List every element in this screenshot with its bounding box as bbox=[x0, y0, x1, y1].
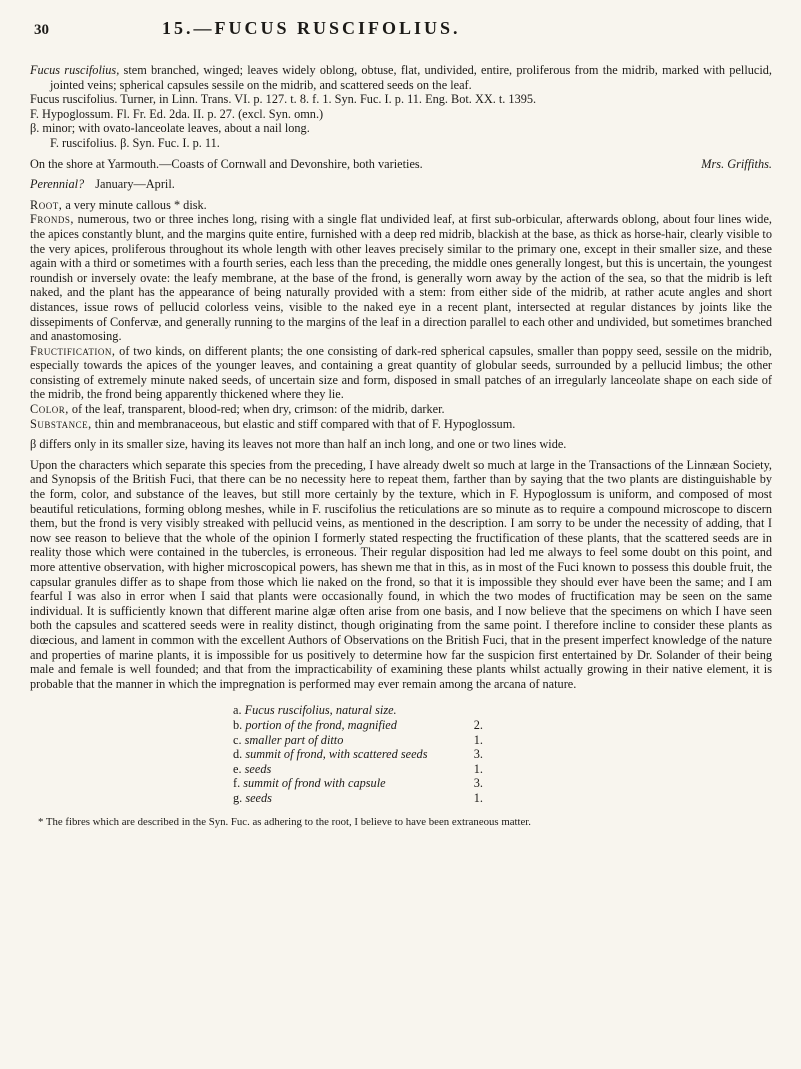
figure-item bbox=[233, 718, 483, 733]
figure-num: 2. bbox=[473, 717, 483, 732]
synonym-2: F. Hypoglossum. Fl. Fr. Ed. 2da. II. p. 27. (excl. Syn. omn.) bbox=[30, 106, 324, 121]
description-text: stem branched, winged; leaves widely oblong, obtuse, flat, undivided, entire, proliferous from the midrib, marked with pellucid, jointed veins; spherical capsules sessile on the midrib, and scattered seeds on the leaf. bbox=[50, 63, 772, 92]
habitat-author: Mrs. Griffiths. bbox=[701, 156, 772, 171]
figure-num: 3. bbox=[473, 776, 483, 791]
beta-note: β differs only in its smaller size, having its leaves not more than half an inch long, and one or two lines wide. bbox=[30, 437, 567, 452]
running-title: 15.—FUCUS RUSCIFOLIUS. bbox=[162, 18, 461, 38]
synonym-4: F. ruscifolius. β. Syn. Fuc. I. p. 11. bbox=[50, 135, 220, 150]
part-fructification bbox=[30, 344, 772, 402]
page-number: 30 bbox=[34, 22, 49, 38]
figure-num: 1. bbox=[473, 761, 483, 776]
synonym-3: β. minor; with ovato-lanceolate leaves, about a nail long. bbox=[30, 121, 310, 136]
synonym-1: Fucus ruscifolius. Turner, in Linn. Trans. VI. p. 127. t. 8. f. 1. Syn. Fuc. I. p. 11. Eng. Bot. XX. t. 1395. bbox=[30, 92, 537, 107]
species-description bbox=[30, 63, 772, 92]
figure-desc: summit of frond with capsule bbox=[243, 776, 386, 791]
figure-desc: seeds bbox=[244, 761, 272, 776]
figure-desc: summit of frond, with scattered seeds bbox=[245, 747, 428, 762]
part-term: Root, bbox=[30, 197, 63, 212]
part-term: Fronds, bbox=[30, 212, 74, 227]
figure-num: 3. bbox=[473, 747, 483, 762]
part-term: Fructification, bbox=[30, 343, 116, 358]
figure-label: e. bbox=[233, 761, 242, 776]
part-text: a very minute callous * disk. bbox=[62, 197, 207, 212]
figure-desc: portion of the frond, magnified bbox=[245, 717, 397, 732]
part-term: Substance, bbox=[30, 416, 92, 431]
figure-label: b. bbox=[233, 717, 243, 732]
part-term: Color, bbox=[30, 402, 69, 417]
figure-label: d. bbox=[233, 747, 243, 762]
part-text: thin and membranaceous, but elastic and stiff compared with that of F. Hypoglossum. bbox=[91, 416, 516, 431]
duration-period: January—April. bbox=[95, 177, 175, 192]
footnote: * The fibres which are described in the Syn. Fuc. as adhering to the root, I believe to have been extraneous matter. bbox=[38, 815, 531, 828]
page-header bbox=[30, 18, 772, 39]
habitat bbox=[30, 157, 772, 172]
figure-num: 1. bbox=[473, 790, 483, 805]
part-fronds bbox=[30, 212, 772, 343]
part-text: of the leaf, transparent, blood-red; when dry, crimson: of the midrib, darker. bbox=[68, 402, 445, 417]
habitat-text: On the shore at Yarmouth.—Coasts of Cornwall and Devonshire, both varieties. bbox=[30, 156, 423, 171]
figure-desc: Fucus ruscifolius, natural size. bbox=[244, 703, 397, 718]
figure-item bbox=[233, 776, 483, 791]
discussion: Upon the characters which separate this species from the preceding, I have already dwelt so much at large in the Transactions of the Linnæan Society, and Synopsis of the British Fuci, that there can be no necessity here to repeat them, farther than by saying that the two plants are distinguishable by the form, color, and substance of the leaves, but still more certainly by the texture, which in F. Hypoglossum is uniform, and composed of most beautiful reticulations, forming oblong meshes, while in F. ruscifolius the reticulations are so minute as to require a compound microscope to discern them, but the frond is very visibly streaked with pellucid veins, as mentioned in the description. I am sorry to be under the necessity of adding, that I now see reason to believe that the whole of the opinion I formerly stated respecting the fructification of these plants, that the scattered seeds are in reality those which were contained in the tubercles, is erroneous. Their regular disposition had led me always to feel some doubt on this point, and more attentive observation, with higher microscopical powers, has shewn me that in this, as in most of the Fuci known to possess this double fruit, the capsular granules differ as to shape from those which lie naked on the frond, so that it is impossible they should ever have been the same; and I am fearful I was also in error when I said that plants were occasionally found, in which the two modes of fructification may be seen on the same individual. It is sufficiently known that different marine algæ often arise from one basis, and I now believe that the specimens on which I have seen both the capsules and scattered seeds were in reality distinct, though originating from the same point. I therefore incline to consider these plants as diœcious, and lament in common with the excellent Authors of Observations on the British Fuci, that in the present imperfect knowledge of the nature and properties of marine plants, it is impossible for us positively to determine how far the suspicion first entertained by Dr. Solander of their being male and female is well founded; and that from the impracticability of examining these plants whilst actually growing in their native element, it is probable that the manner in which the impregnation is performed may ever remain among the arcana of nature. bbox=[30, 457, 772, 691]
figure-item bbox=[233, 703, 483, 718]
figure-label: f. bbox=[233, 776, 241, 791]
figure-desc: smaller part of ditto bbox=[244, 732, 344, 747]
figure-item bbox=[233, 733, 483, 748]
figure-item bbox=[233, 762, 483, 777]
figure-label: a. bbox=[233, 703, 242, 718]
duration bbox=[30, 177, 772, 192]
figure-item bbox=[233, 791, 483, 806]
part-root bbox=[30, 198, 772, 213]
figure-desc: seeds bbox=[245, 790, 272, 805]
figure-label: c. bbox=[233, 732, 242, 747]
figure-label: g. bbox=[233, 790, 243, 805]
figure-list bbox=[233, 703, 483, 805]
figure-item bbox=[233, 747, 483, 762]
part-color bbox=[30, 402, 772, 417]
duration-label: Perennial? bbox=[30, 177, 85, 192]
page bbox=[30, 18, 772, 829]
figure-num: 1. bbox=[473, 732, 483, 747]
part-text: numerous, two or three inches long, rising with a single flat undivided leaf, at first sub-orbicular, afterwards oblong, about four lines wide, the apices constantly blunt, and the margins quite entire, furnished with a deep red midrib, blackish at the base, as thick as horse-hair, clearly visible to the very apices, proliferous throughout its whole length with other leaves precisely similar to the primary one, except in their smaller size, and these again with a third or sometimes with a fourth series, each less than the preceding, the middle ones generally longest, but this is uncertain, the youngest roundish or inversely ovate: the leafy membrane, at the base of the frond, is generally worn away by the action of the sea, so that the midrib is left naked, and the plant has the appearance of being naturally provided with a stem: from either side of the midrib, at rather acute angles and short distances, issue rows of pellucid colorless veins, visible to the naked eye in a recent plant, intersected at regular distances by joints like the dissepiments of Confervæ, and generally running to the margins of the leaf in a direction parallel to each other and undivided, but sometimes branched and anastomosing. bbox=[30, 212, 772, 344]
part-text: of two kinds, on different plants; the one consisting of dark-red spherical capsules, smaller than poppy seed, sessile on the midrib, especially towards the apices of the younger leaves, and containing a great quantity of globular seeds, surrounded by a pellucid limbus; the other consisting of extremely minute naked seeds, of uncertain size and form, disposed in small patches of an irregularly lanceolate shape on each side of the midrib, the frond being apparently thickened where they lie. bbox=[30, 343, 772, 402]
part-substance bbox=[30, 417, 772, 432]
species-name: Fucus ruscifolius, bbox=[30, 63, 120, 77]
